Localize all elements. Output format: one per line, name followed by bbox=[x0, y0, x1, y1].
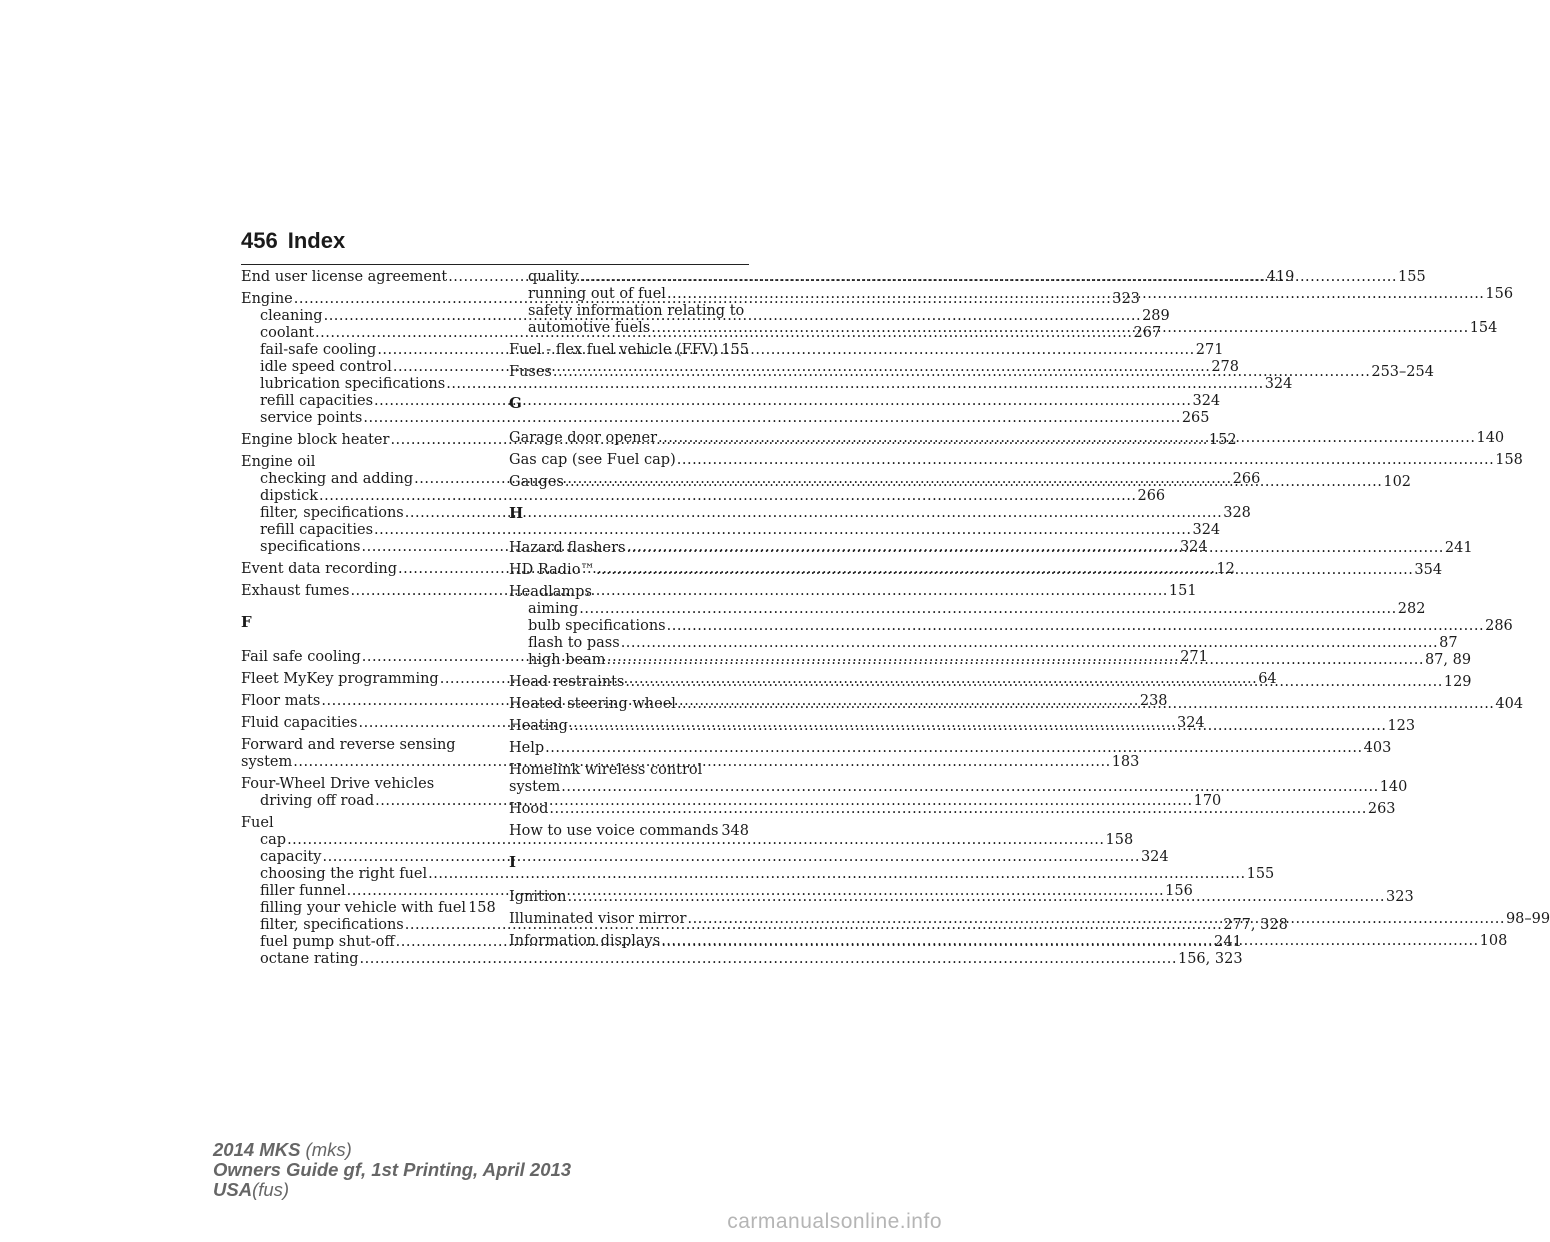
site-watermark: carmanualsonline.info bbox=[727, 1210, 942, 1233]
page-reference: 238 bbox=[1139, 693, 1168, 709]
index-term: filling your vehicle with fuel bbox=[260, 900, 467, 916]
page-reference: 158 bbox=[468, 900, 496, 916]
dot-leader bbox=[677, 452, 1494, 469]
index-term: refill capacities bbox=[260, 522, 374, 538]
page-number: 456 bbox=[241, 228, 278, 253]
page-reference: 140 bbox=[1476, 430, 1505, 446]
page-reference: 271 bbox=[1180, 649, 1208, 665]
index-term: bulb specifications bbox=[528, 618, 666, 634]
index-term: Engine bbox=[241, 291, 293, 307]
page-reference: 323 bbox=[1386, 889, 1414, 905]
page-reference: 108 bbox=[1479, 933, 1508, 949]
index-term: high beam bbox=[528, 652, 606, 668]
index-term: Information displays bbox=[509, 933, 661, 949]
page-reference: 271 bbox=[1195, 342, 1224, 358]
index-entry-line bbox=[509, 740, 1392, 757]
index-subentry bbox=[241, 832, 1134, 849]
document-footer bbox=[213, 1140, 571, 1200]
page-title: Index bbox=[287, 228, 346, 253]
dot-leader bbox=[626, 540, 1443, 557]
dot-leader bbox=[651, 320, 1468, 337]
dot-leader bbox=[553, 364, 1370, 381]
page-reference: 267 bbox=[1133, 325, 1162, 341]
page-header bbox=[241, 228, 749, 265]
index-entry-line bbox=[509, 584, 749, 601]
index-subentry bbox=[241, 488, 1166, 505]
index-term: quality bbox=[528, 269, 579, 285]
page-reference: 102 bbox=[1383, 474, 1412, 490]
index-entry-line bbox=[509, 342, 749, 359]
index-term: choosing the right fuel bbox=[260, 866, 428, 882]
index-letter-heading: G bbox=[509, 394, 522, 412]
page-reference: 123 bbox=[1387, 718, 1416, 734]
index-term: refill capacities bbox=[260, 393, 374, 409]
index-term: automotive fuels bbox=[528, 320, 651, 336]
index-term: Gauges bbox=[509, 474, 564, 490]
index-term: Floor mats bbox=[241, 693, 321, 709]
index-term: HD Radio™ bbox=[509, 562, 595, 578]
page-reference: 278 bbox=[1211, 359, 1239, 375]
page-reference: 419 bbox=[1266, 269, 1295, 285]
dot-leader bbox=[565, 474, 1382, 491]
index-term: checking and adding bbox=[260, 471, 414, 487]
page-reference: 277, 328 bbox=[1223, 917, 1288, 933]
page-reference: 354 bbox=[1414, 562, 1443, 578]
page-reference: 324 bbox=[1176, 715, 1205, 731]
index-term: Forward and reverse sensing bbox=[241, 737, 456, 753]
page-reference: 348 bbox=[721, 823, 749, 839]
dot-leader bbox=[625, 674, 1442, 691]
dot-leader bbox=[568, 889, 1385, 906]
index-term: Heating bbox=[509, 718, 568, 734]
index-term: Ignition bbox=[509, 889, 567, 905]
index-term: flash to pass bbox=[528, 635, 620, 651]
page-reference: 403 bbox=[1363, 740, 1392, 756]
index-letter-heading: I bbox=[509, 853, 517, 871]
dot-leader bbox=[579, 601, 1396, 618]
index-term: lubrication specifications bbox=[260, 376, 446, 392]
dot-leader bbox=[569, 718, 1386, 735]
index-term: Fail safe cooling bbox=[241, 649, 361, 665]
index-term: Engine block heater bbox=[241, 432, 390, 448]
index-term: aiming bbox=[528, 601, 579, 617]
index-subentry bbox=[241, 900, 496, 917]
index-term: End user license agreement bbox=[241, 269, 448, 285]
dot-leader bbox=[549, 801, 1366, 818]
index-term: octane rating bbox=[260, 951, 359, 967]
index-term: How to use voice commands bbox=[509, 823, 719, 839]
index-term: Homelink wireless control bbox=[509, 762, 703, 778]
page-reference: 183 bbox=[1111, 754, 1140, 770]
index-entry-line bbox=[509, 823, 749, 840]
page-reference: 404 bbox=[1495, 696, 1524, 712]
dot-leader bbox=[374, 393, 1191, 410]
dot-leader bbox=[363, 410, 1180, 427]
index-term: running out of fuel bbox=[528, 286, 666, 302]
dot-leader bbox=[580, 269, 1397, 286]
page-reference: 324 bbox=[1140, 849, 1169, 865]
index-term: Garage door opener bbox=[509, 430, 658, 446]
index-term: system bbox=[509, 779, 561, 795]
dot-leader bbox=[661, 933, 1478, 950]
page-reference: 140 bbox=[1379, 779, 1408, 795]
index-term: cap bbox=[260, 832, 287, 848]
page-reference: 87 bbox=[1439, 635, 1458, 651]
index-term: coolant bbox=[260, 325, 315, 341]
page-reference: 154 bbox=[1469, 320, 1498, 336]
index-term: filter, specifications bbox=[260, 917, 404, 933]
page-reference: 253–254 bbox=[1371, 364, 1434, 380]
index-entry bbox=[509, 823, 749, 840]
footer-line-model: 2014 MKS (mks) bbox=[213, 1139, 352, 1160]
index-term: system bbox=[241, 754, 293, 770]
index-term: Fluid capacities bbox=[241, 715, 358, 731]
index-term: Fuel - flex fuel vehicle (FFV) bbox=[509, 342, 718, 358]
page-reference: 156 bbox=[1165, 883, 1193, 899]
index-subentry bbox=[509, 601, 1426, 618]
index-subentry bbox=[241, 410, 1210, 427]
index-entry bbox=[509, 740, 1392, 757]
index-term: Hood bbox=[509, 801, 549, 817]
index-term: Fleet MyKey programming bbox=[241, 671, 439, 687]
dot-leader bbox=[606, 652, 1423, 669]
page-reference: 289 bbox=[1142, 308, 1170, 324]
page-reference: 324 bbox=[1192, 522, 1221, 538]
dot-leader bbox=[719, 823, 720, 840]
page-reference: 87, 89 bbox=[1424, 652, 1472, 668]
index-entry bbox=[509, 342, 749, 359]
index-term: fuel pump shut-off bbox=[260, 934, 395, 950]
page-reference: 156, 323 bbox=[1177, 951, 1243, 967]
index-term: Fuses bbox=[509, 364, 552, 380]
index-entry-line bbox=[509, 762, 749, 779]
page-reference: 156 bbox=[1485, 286, 1514, 302]
index-term: Heated steering wheel bbox=[509, 696, 676, 712]
index-entry-line bbox=[241, 737, 483, 754]
index-term: service points bbox=[260, 410, 363, 426]
index-term: Exhaust fumes bbox=[241, 583, 350, 599]
footer-line-region: USA(fus) bbox=[213, 1179, 290, 1200]
index-term: Headlamps bbox=[509, 584, 592, 600]
index-subentry bbox=[509, 303, 749, 320]
index-entry-line bbox=[509, 452, 1523, 469]
index-term: Gas cap (see Fuel cap) bbox=[509, 452, 676, 468]
index-term: Head restraints bbox=[509, 674, 625, 690]
index-term: idle speed control bbox=[260, 359, 392, 375]
dot-leader bbox=[360, 951, 1177, 968]
dot-leader bbox=[667, 286, 1484, 303]
index-term: driving off road bbox=[260, 793, 375, 809]
dot-leader bbox=[545, 740, 1362, 757]
index-term: specifications bbox=[260, 539, 361, 555]
index-term: Four-Wheel Drive vehicles bbox=[241, 776, 435, 792]
index-entry-line bbox=[241, 454, 483, 471]
index-term: Hazard flashers bbox=[509, 540, 626, 556]
dot-leader bbox=[687, 911, 1504, 928]
index-term: capacity bbox=[260, 849, 322, 865]
index-subentry bbox=[509, 618, 1513, 635]
index-term: filler funnel bbox=[260, 883, 346, 899]
page-reference: 241 bbox=[1444, 540, 1473, 556]
index-entry bbox=[509, 452, 1523, 469]
page-reference: 328 bbox=[1223, 505, 1251, 521]
index-term: filter, specifications bbox=[260, 505, 404, 521]
dot-leader bbox=[621, 635, 1438, 652]
page-reference: 266 bbox=[1137, 488, 1166, 504]
page-reference: 286 bbox=[1485, 618, 1513, 634]
dot-leader bbox=[596, 562, 1413, 579]
dot-leader bbox=[719, 342, 720, 359]
page-reference: 158 bbox=[1495, 452, 1523, 468]
index-term: Fuel bbox=[241, 815, 274, 831]
page-reference: 98–99 bbox=[1505, 911, 1550, 927]
page-reference: 155 bbox=[1246, 866, 1275, 882]
dot-leader bbox=[377, 342, 1194, 359]
index-term: safety information relating to bbox=[528, 303, 745, 319]
index-letter-heading: F bbox=[241, 613, 252, 631]
index-term: Engine oil bbox=[241, 454, 316, 470]
dot-leader bbox=[667, 618, 1484, 635]
index-subentry bbox=[241, 522, 1221, 539]
page-reference: 266 bbox=[1232, 471, 1261, 487]
page-reference: 324 bbox=[1192, 393, 1221, 409]
index-term: Illuminated visor mirror bbox=[509, 911, 687, 927]
index-subentry bbox=[241, 951, 1243, 968]
page-reference: 151 bbox=[1168, 583, 1197, 599]
index-term: Event data recording bbox=[241, 561, 397, 577]
index-subentry bbox=[241, 505, 1251, 522]
page-reference: 324 bbox=[1264, 376, 1293, 392]
page-reference: 12 bbox=[1216, 561, 1235, 577]
footer-line-guide: Owners Guide gf, 1st Printing, April 2013 bbox=[213, 1159, 572, 1180]
page-reference: 155 bbox=[721, 342, 749, 358]
index-term: Help bbox=[509, 740, 545, 756]
page-reference: 323 bbox=[1112, 291, 1140, 307]
page-reference: 152 bbox=[1208, 432, 1237, 448]
index-subentry bbox=[241, 393, 1221, 410]
page-reference: 265 bbox=[1181, 410, 1210, 426]
page-reference: 241 bbox=[1214, 934, 1242, 950]
page-reference: 263 bbox=[1367, 801, 1396, 817]
index-term: dipstick bbox=[260, 488, 319, 504]
page-reference: 158 bbox=[1105, 832, 1134, 848]
page-reference: 170 bbox=[1193, 793, 1222, 809]
index-letter-heading: H bbox=[509, 504, 524, 522]
page-reference: 64 bbox=[1258, 671, 1277, 687]
index-subentry bbox=[509, 635, 1458, 652]
dot-leader bbox=[561, 779, 1378, 796]
index-term: cleaning bbox=[260, 308, 323, 324]
page-reference: 324 bbox=[1179, 539, 1208, 555]
index-entry-line bbox=[509, 779, 1408, 796]
index-entry-line bbox=[241, 815, 483, 832]
dot-leader bbox=[658, 430, 1475, 447]
index-subentry bbox=[241, 849, 1169, 866]
index-subentry bbox=[241, 866, 1275, 883]
index-subentry bbox=[241, 376, 1293, 393]
dot-leader bbox=[374, 522, 1191, 539]
dot-leader bbox=[350, 583, 1167, 600]
page-reference: 282 bbox=[1397, 601, 1426, 617]
index-term: fail-safe cooling bbox=[260, 342, 377, 358]
dot-leader bbox=[677, 696, 1494, 713]
page-reference: 129 bbox=[1443, 674, 1472, 690]
index-entry-line bbox=[241, 776, 483, 793]
page-reference: 155 bbox=[1398, 269, 1426, 285]
